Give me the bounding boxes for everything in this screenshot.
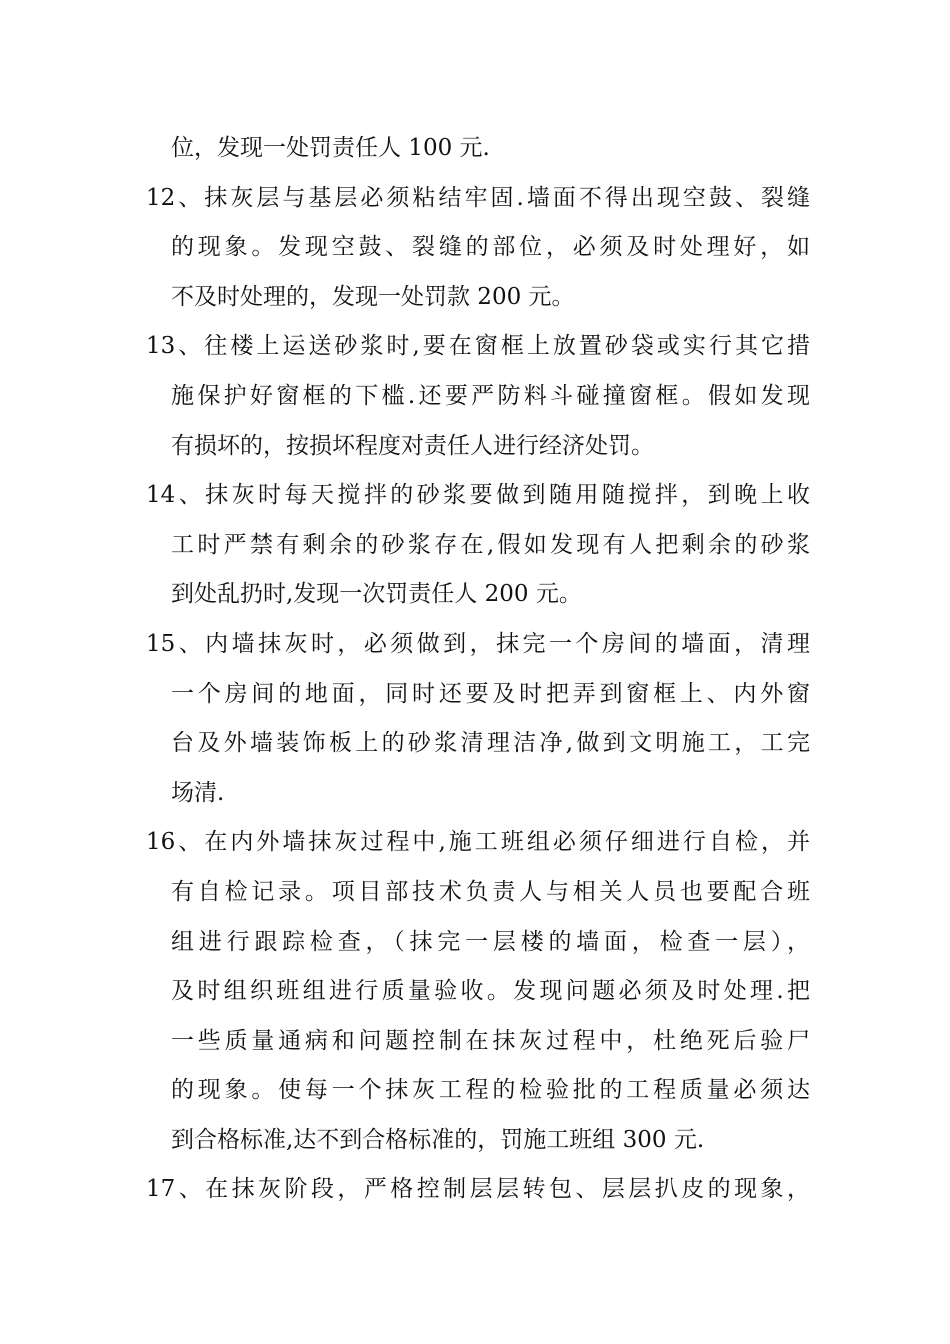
- text-line: 到处乱扔时,发现一次罚责任人 200 元。: [171, 581, 582, 608]
- text-line: 的现象。使每一个抹灰工程的检验批的工程质量必须达: [171, 1077, 810, 1104]
- text-line: 及时组织班组进行质量验收。发现问题必须及时处理.把: [171, 978, 810, 1005]
- text-line: 12、抹灰层与基层必须粘结牢固.墙面不得出现空鼓、裂缝: [146, 184, 810, 211]
- text-line: 17、在抹灰阶段，严格控制层层转包、层层扒皮的现象，: [146, 1176, 810, 1203]
- text-line: 不及时处理的，发现一处罚款 200 元。: [171, 283, 575, 310]
- text-line: 的现象。发现空鼓、裂缝的部位，必须及时处理好，如: [171, 234, 810, 261]
- text-line: 施保护好窗框的下槛.还要严防料斗碰撞窗框。假如发现: [171, 382, 810, 409]
- text-line: 组进行跟踪检查，（抹完一层楼的墙面，检查一层），: [171, 928, 810, 955]
- text-line: 16、在内外墙抹灰过程中,施工班组必须仔细进行自检，并: [146, 829, 810, 856]
- text-line: 一些质量通病和问题控制在抹灰过程中，杜绝死后验尸: [171, 1027, 810, 1054]
- text-line: 有损坏的，按损坏程度对责任人进行经济处罚。: [171, 432, 654, 459]
- text-line: 到合格标准,达不到合格标准的，罚施工班组 300 元.: [171, 1126, 705, 1153]
- text-line: 场清.: [171, 779, 225, 806]
- text-line: 有自检记录。项目部技术负责人与相关人员也要配合班: [171, 878, 810, 905]
- text-line: 位，发现一处罚责任人 100 元.: [171, 135, 490, 161]
- text-line: 工时严禁有剩余的砂浆存在,假如发现有人把剩余的砂浆: [171, 531, 810, 558]
- text-line: 15、内墙抹灰时，必须做到，抹完一个房间的墙面，清理: [146, 630, 810, 657]
- text-line: 台及外墙装饰板上的砂浆清理洁净,做到文明施工，工完: [171, 730, 810, 757]
- text-line: 13、往楼上运送砂浆时,要在窗框上放置砂袋或实行其它措: [146, 333, 810, 360]
- text-line: 14、抹灰时每天搅拌的砂浆要做到随用随搅拌，到晚上收: [146, 482, 810, 509]
- text-line: 一个房间的地面，同时还要及时把弄到窗框上、内外窗: [171, 680, 810, 707]
- document-body: [146, 124, 810, 1215]
